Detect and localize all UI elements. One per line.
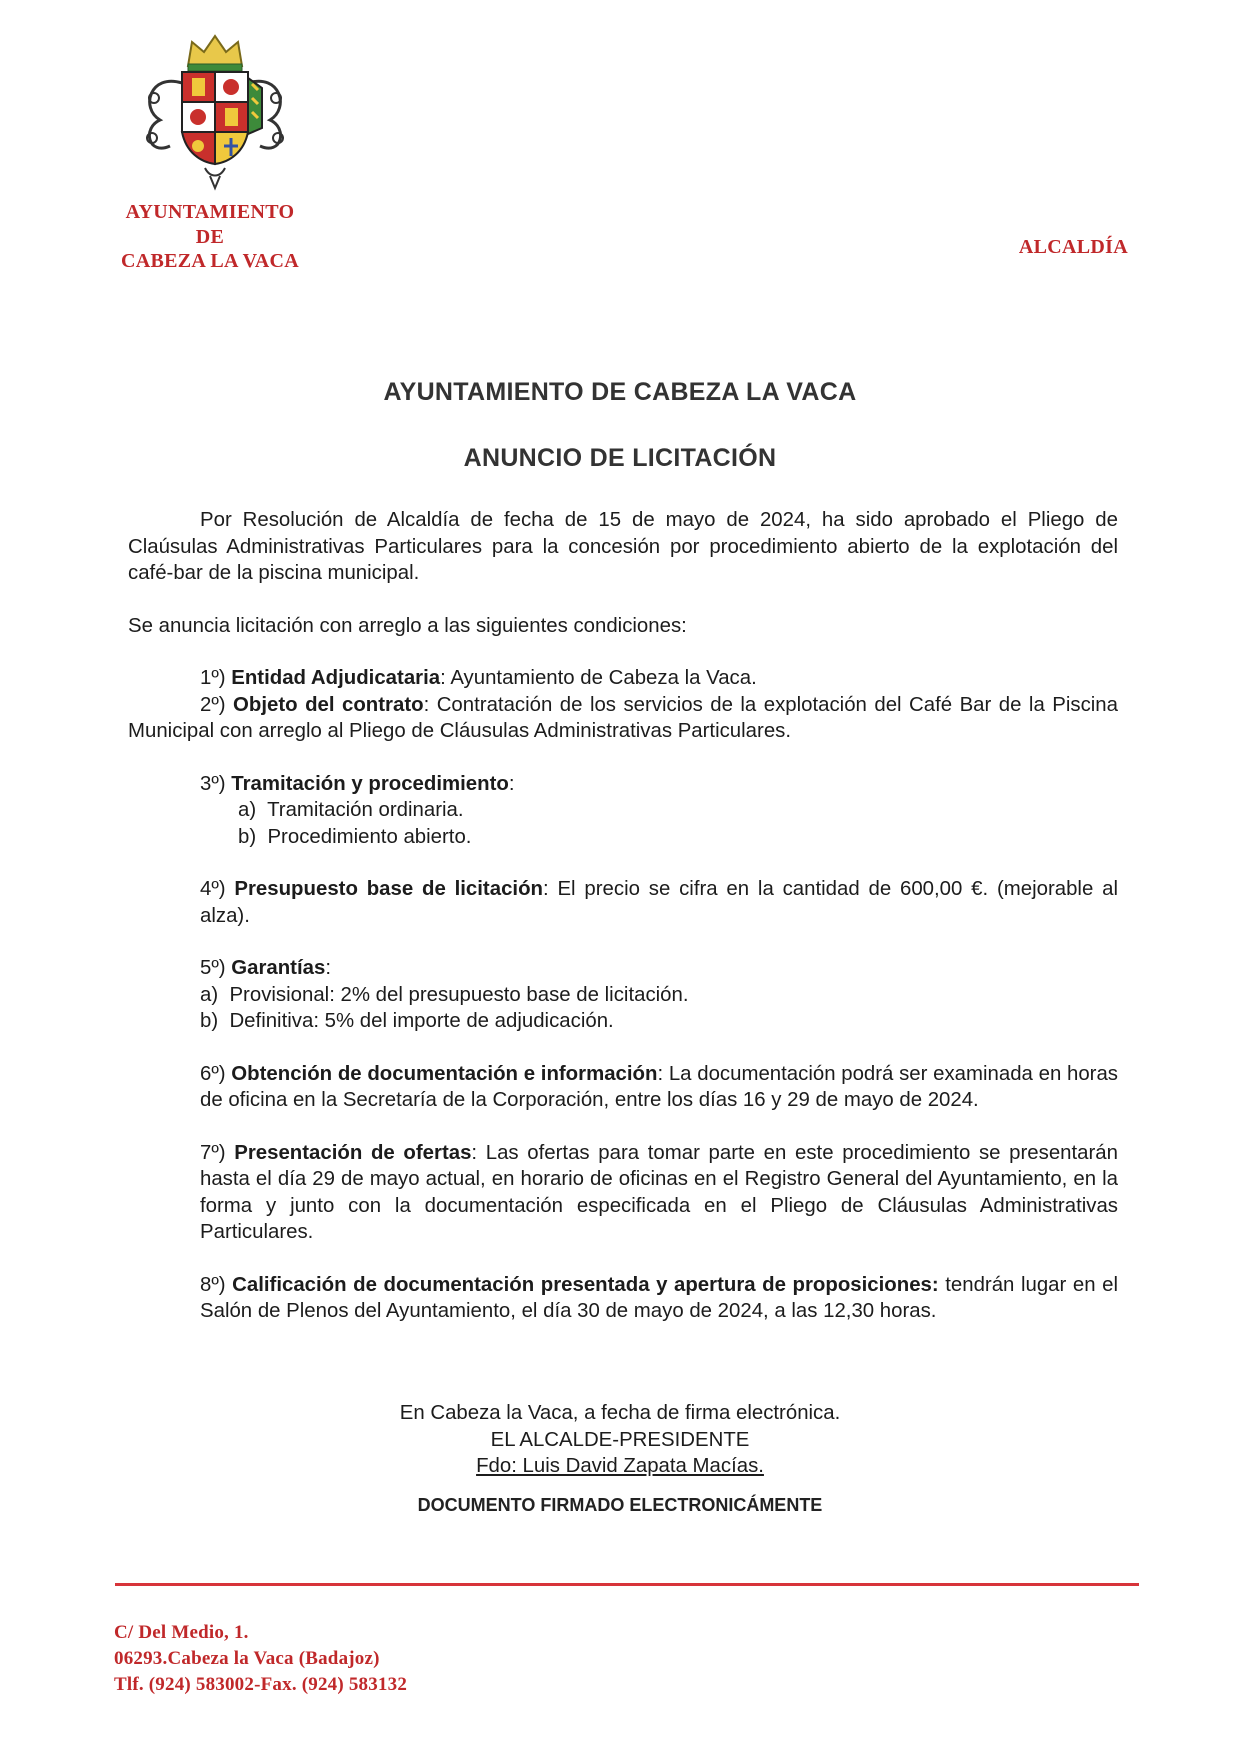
electronic-signature-note: DOCUMENTO FIRMADO ELECTRONICÁMENTE (417, 1495, 823, 1515)
document-body (128, 507, 1118, 1325)
item-3-sub-b: b) Procedimiento abierto. (238, 825, 472, 848)
item-3-sub-a: a) Tramitación ordinaria. (238, 799, 464, 821)
item-text: : (325, 957, 331, 979)
org-line-3: CABEZA LA VACA (121, 250, 299, 272)
item-number: 8º) (200, 1273, 233, 1296)
item-label: Obtención de documentación e información (231, 1062, 658, 1085)
footer-contact (114, 1620, 407, 1698)
signature-block (0, 1400, 1240, 1480)
item-number: 4º) (200, 878, 235, 900)
org-line-1: AYUNTAMIENTO (125, 201, 295, 223)
item-text: : Las ofertas para tomar parte en este procedimiento se presentarán hasta el día 29 de mayo actual, en horario de oficinas en el Registro General del Ayuntamiento, en la forma y junto con la documentación especificada en el Pliego de Cláusulas Administrativas Particulares. (200, 1141, 1118, 1243)
item-number: 6º) (200, 1062, 232, 1085)
footer-postal: 06293.Cabeza la Vaca (Badajoz) (114, 1648, 380, 1669)
section-label: ALCALDÍA (1018, 236, 1128, 258)
document-subtitle: ANUNCIO DE LICITACIÓN (463, 444, 777, 472)
document-title: AYUNTAMIENTO DE CABEZA LA VACA (383, 378, 857, 406)
item-label: Tramitación y procedimiento (231, 772, 509, 795)
item-text: : El precio se cifra en la cantidad de 600,00 €. (mejorable al alza). (200, 878, 1118, 927)
signature-role: EL ALCALDE-PRESIDENTE (490, 1428, 750, 1451)
item-text: : Contratación de los servicios de la explotación del Café Bar de la Piscina Municipal con arreglo al Pliego de Cláusulas Administrativas Particulares. (128, 693, 1118, 742)
intro-paragraph: Por Resolución de Alcaldía de fecha de 15 de mayo de 2024, ha sido aprobado el Pliego de Claúsulas Administrativas Particulares para la concesión por procedimiento abierto de la explotación del café-bar de la piscina municipal. (128, 509, 1118, 584)
municipality-name (95, 200, 325, 274)
municipal-coat-of-arms-icon (130, 28, 300, 193)
signature-name: Fdo: Luis David Zapata Macías. (476, 1455, 764, 1477)
item-3 (200, 771, 1118, 798)
item-number: 1º) (200, 667, 232, 689)
signature-place-date: En Cabeza la Vaca, a fecha de firma electrónica. (399, 1402, 841, 1424)
item-1 (200, 665, 1118, 692)
item-5 (200, 955, 1118, 982)
item-text: : La documentación podrá ser examinada en horas de oficina en la Secretaría de la Corporación, entre los días 16 y 29 de mayo de 2024. (200, 1062, 1119, 1111)
item-2 (128, 692, 1118, 745)
item-text: : Ayuntamiento de Cabeza la Vaca. (440, 667, 757, 689)
item-label: Garantías (231, 957, 326, 979)
item-number: 2º) (200, 693, 234, 716)
item-number: 7º) (200, 1141, 235, 1164)
item-8 (200, 1272, 1118, 1325)
org-line-2: DE (195, 225, 225, 248)
item-label: Presentación de ofertas (234, 1141, 472, 1164)
item-label: Calificación de documentación presentada y apertura de proposiciones: (232, 1273, 939, 1296)
item-5-sub-a: a) Provisional: 2% del presupuesto base de licitación. (200, 983, 689, 1006)
item-label: Objeto del contrato (233, 693, 424, 716)
announce-paragraph: Se anuncia licitación con arreglo a las siguientes condiciones: (128, 614, 687, 637)
item-number: 5º) (200, 957, 232, 979)
footer-phone: Tlf. (924) 583002-Fax. (924) 583132 (114, 1674, 408, 1695)
item-5-sub-b: b) Definitiva: 5% del importe de adjudicación. (200, 1010, 614, 1032)
item-label: Entidad Adjudicataria (231, 667, 441, 689)
item-6 (200, 1061, 1118, 1114)
item-7 (200, 1140, 1118, 1246)
item-text: : (508, 772, 515, 795)
item-text: tendrán lugar en el Salón de Plenos del Ayuntamiento, el día 30 de mayo de 2024, a las 12,30 horas. (200, 1273, 1118, 1322)
item-4 (200, 876, 1118, 929)
item-number: 3º) (200, 772, 232, 795)
footer-address: C/ Del Medio, 1. (114, 1622, 249, 1643)
footer-divider (115, 1583, 1139, 1586)
item-label: Presupuesto base de licitación (234, 878, 543, 900)
